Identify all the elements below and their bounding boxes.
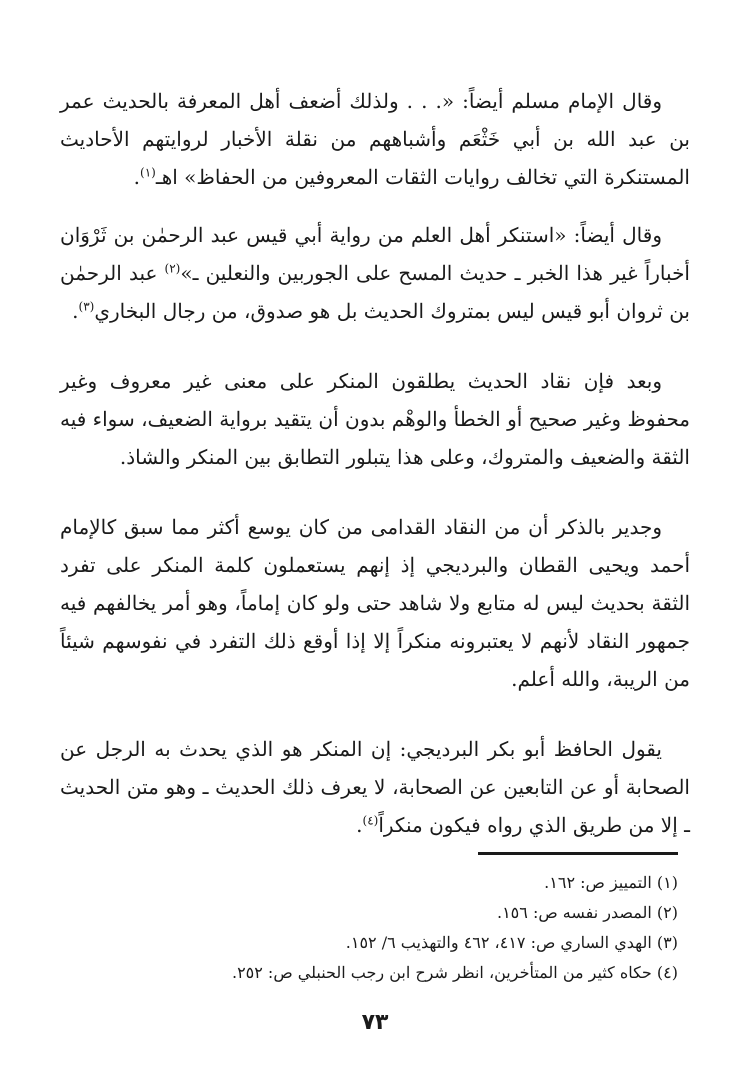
paragraph-abu-qays [60,216,690,330]
footnotes [60,868,678,988]
paragraph-early-critics [60,508,690,698]
paragraph-text: وقال الإمام مسلم أيضاً: «. . . ولذلك أضعف أهل المعرفة بالحديث عمر بن عبد الله بن أبي خَثْعَم وأشباههم من نقلة الأخبار لروايتهم الأحاديث المستنكرة التي تخالف روايات الثقات المعروفين من الحفاظ» اهـ [60,89,690,189]
paragraph-text: وقال أيضاً: «استنكر أهل العلم من رواية أبي قيس عبد الرحمٰن بن ثَرْوَان أخباراً غير هذا الخبر ـ حديث المسح على الجوربين والنعلين ـ» [60,223,690,285]
page-number: ٧٣ [361,1010,389,1035]
main-text [60,82,690,864]
paragraph-tail: عبد الرحمٰن بن ثروان أبو قيس ليس بمتروك الحديث بل هو صدوق، من رجال البخاري [60,261,690,323]
paragraph-muslim-quote [60,82,690,196]
paragraph-text: وبعد فإن نقاد الحديث يطلقون المنكر على معنى غير معروف وغير محفوظ وغير صحيح أو الخطأ والوهْم بدون أن يتقيد برواية الضعيف، سواء فيه الثقة والضعيف والمتروك، وعلى هذا يتبلور التطابق بين المنكر والشاذ. [60,369,690,469]
paragraph-tail: . [356,813,363,837]
paragraph-bardiji [60,730,690,844]
footnote-3: (٣) الهدي الساري ص: ٤١٧، ٤٦٢ والتهذيب ٦/ ١٥٢. [345,933,678,952]
paragraph-text: وجدير بالذكر أن من النقاد القدامى من كان يوسع أكثر مما سبق كالإمام أحمد ويحيى القطان والبرديجي إذ إنهم يستعملون كلمة المنكر على تفرد الثقة بحديث ليس له متابع ولا شاهد حتى ولو كان إماماً، وهو أمر يخالفهم فيه جمهور النقاد لأنهم لا يعتبرونه منكراً إلا إذا أوقع ذلك التفرد في نفوسهم شيئاً من الريبة، والله أعلم. [60,515,690,691]
footnote-ref: (٤) [362,813,379,828]
footnote-1: (١) التمييز ص: ١٦٢. [544,873,678,892]
footnote-ref: (٣) [78,299,95,314]
footnote-divider [478,852,678,855]
footnote-2: (٢) المصدر نفسه ص: ١٥٦. [496,903,678,922]
paragraph-tail: . [133,165,141,189]
paragraph-text: يقول الحافظ أبو بكر البرديجي: إن المنكر هو الذي يحدث به الرجل عن الصحابة أو عن التابعين عن الصحابة، لا يعرف ذلك الحديث ـ وهو متن الحديث ـ إلا من طريق الذي رواه فيكون منكراً [60,737,690,837]
footnote-ref: (١) [140,165,156,180]
footnote-ref: (٢) [164,261,181,276]
footnote-4: (٤) حكاه كثير من المتأخرين، انظر شرح ابن رجب الحنبلي ص: ٢٥٢. [231,963,678,982]
paragraph-munkar-definition [60,362,690,476]
paragraph-tail: . [72,299,79,323]
